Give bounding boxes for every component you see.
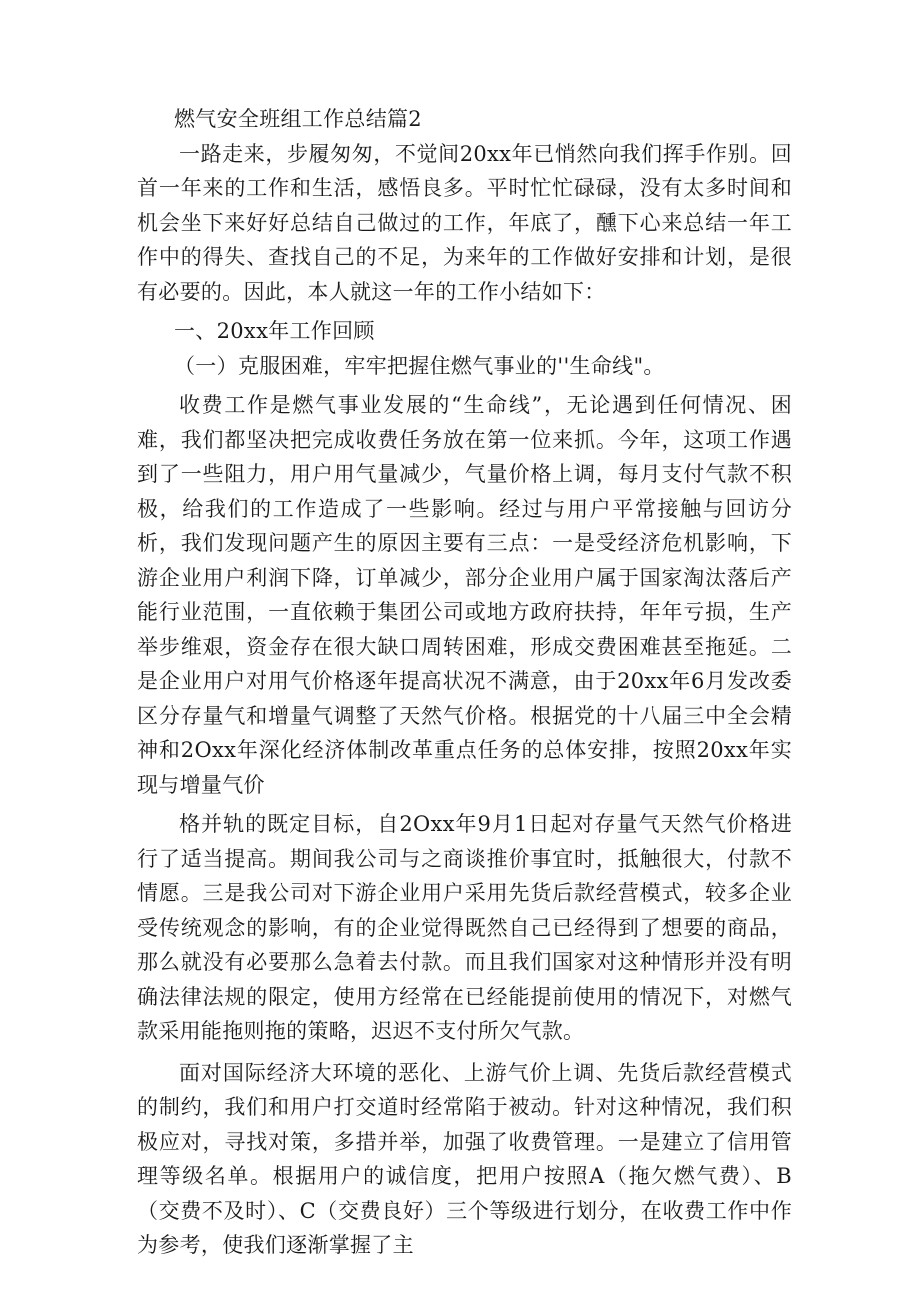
body-paragraph: 收费工作是燃气事业发展的“生命线”，无论遇到任何情况、困难，我们都坚决把完成收费任务放在第一位来抓。今年，这项工作遇到了一些阻力，用户用气量减少，气量价格上调，每月支付气款不积极，给我们的工作造成了一些影响。经过与用户平常接触与回访分析，我们发现问题产生的原因主要有三点：一是受经济危机影响，下游企业用户利润下降，订单减少，部分企业用户属于国家淘汰落后产能行业范围，一直依赖于集团公司或地方政府扶持，年年亏损，生产举步维艰，资金存在很大缺口周转困难，形成交费困难甚至拖延。二是企业用户对用气价格逐年提高状况不满意，由于20xx年6月发改委区分存量气和增量气调整了天然气价格。根据党的十八届三中全会精神和2Oxx年深化经济体制改革重点任务的总体安排，按照20xx年实现与增量气价	[137, 393, 792, 797]
subsection-heading: （一）克服困难，牢牢把握住燃气事业的''生命线"。	[174, 353, 665, 378]
document-page	[137, 102, 792, 1263]
section-heading: 一、20xx年工作回顾	[174, 319, 375, 343]
body-paragraph: 格并轨的既定目标，自2Oxx年9月1日起对存量气天然气价格进行了适当提高。期间我公司与之商谈推价事宜时，抵触很大，付款不情愿。三是我公司对下游企业用户采用先货后款经营模式，较多企业受传统观念的影响，有的企业觉得既然自己已经得到了想要的商品，那么就没有必要那么急着去付款。而且我们国家对这种情形并没有明确法律法规的限定，使用方经常在已经能提前使用的情况下，对燃气款采用能拖则拖的策略，迟迟不支付所欠气款。	[137, 812, 792, 1043]
intro-paragraph: 一路走来，步履匆匆，不觉间20xx年已悄然向我们挥手作别。回首一年来的工作和生活，感悟良多。平时忙忙碌碌，没有太多时间和机会坐下来好好总结自己做过的工作，年底了，醺下心来总结一年工作中的得失、查找自己的不足，为来年的工作做好安排和计划，是很有必要的。因此，本人就这一年的工作小结如下：	[137, 141, 792, 304]
document-title: 燃气安全班组工作总结篇2	[174, 107, 422, 131]
body-paragraph: 面对国际经济大环境的恶化、上游气价上调、先货后款经营模式的制约，我们和用户打交道时经常陷于被动。针对这种情况，我们积极应对，寻找对策，多措并举，加强了收费管理。一是建立了信用管理等级名单。根据用户的诚信度，把用户按照A（拖欠燃气费）、B（交费不及时）、C（交费良好）三个等级进行划分，在收费工作中作为参考，使我们逐渐掌握了主	[137, 1060, 792, 1257]
